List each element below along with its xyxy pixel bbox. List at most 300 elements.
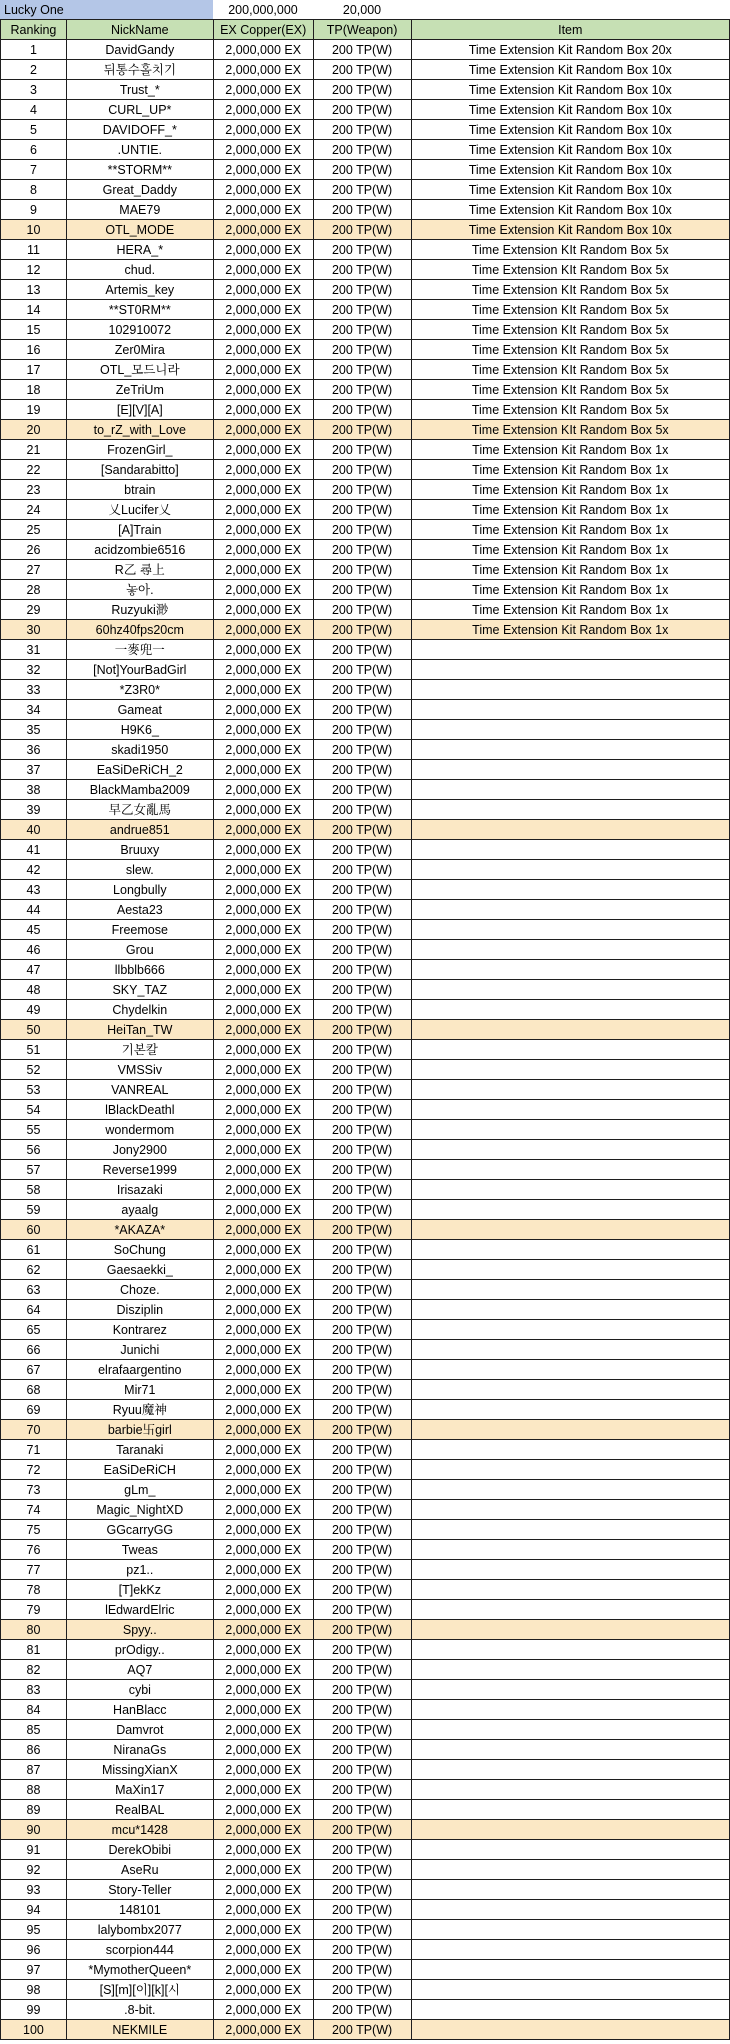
nickname-cell: 놓아. xyxy=(66,580,213,600)
ranking-cell: 52 xyxy=(1,1060,67,1080)
item-cell: Time Extension Kit Random Box 10x xyxy=(411,200,729,220)
lucky-one-row xyxy=(0,0,730,19)
tp-weapon-cell: 200 TP(W) xyxy=(313,700,411,720)
ex-copper-cell: 2,000,000 EX xyxy=(213,960,313,980)
ex-copper-cell: 2,000,000 EX xyxy=(213,800,313,820)
table-row xyxy=(1,520,730,540)
ex-copper-cell: 2,000,000 EX xyxy=(213,240,313,260)
tp-weapon-cell: 200 TP(W) xyxy=(313,1320,411,1340)
nickname-cell: Mir71 xyxy=(66,1380,213,1400)
table-row xyxy=(1,1780,730,1800)
ranking-cell: 82 xyxy=(1,1660,67,1680)
item-cell xyxy=(411,1520,729,1540)
tp-weapon-cell: 200 TP(W) xyxy=(313,1380,411,1400)
item-cell xyxy=(411,1420,729,1440)
nickname-cell: Longbully xyxy=(66,880,213,900)
ex-copper-cell: 2,000,000 EX xyxy=(213,860,313,880)
ex-copper-cell: 2,000,000 EX xyxy=(213,100,313,120)
ex-copper-cell: 2,000,000 EX xyxy=(213,1820,313,1840)
ranking-cell: 46 xyxy=(1,940,67,960)
item-cell xyxy=(411,1800,729,1820)
table-row xyxy=(1,160,730,180)
tp-weapon-cell: 200 TP(W) xyxy=(313,220,411,240)
table-row xyxy=(1,1220,730,1240)
ranking-cell: 28 xyxy=(1,580,67,600)
ranking-cell: 79 xyxy=(1,1600,67,1620)
table-row xyxy=(1,1700,730,1720)
nickname-cell: lBlackDeathl xyxy=(66,1100,213,1120)
table-row xyxy=(1,1480,730,1500)
header-item: Item xyxy=(411,20,729,40)
ranking-cell: 100 xyxy=(1,2020,67,2040)
ex-copper-cell: 2,000,000 EX xyxy=(213,1800,313,1820)
table-row xyxy=(1,540,730,560)
table-row xyxy=(1,700,730,720)
item-cell xyxy=(411,1120,729,1140)
table-row xyxy=(1,1120,730,1140)
ex-copper-cell: 2,000,000 EX xyxy=(213,1700,313,1720)
ex-copper-cell: 2,000,000 EX xyxy=(213,1300,313,1320)
item-cell: Time Extension KIt Random Box 5x xyxy=(411,260,729,280)
ex-copper-cell: 2,000,000 EX xyxy=(213,1500,313,1520)
ranking-cell: 99 xyxy=(1,2000,67,2020)
item-cell: Time Extension Kit Random Box 1x xyxy=(411,600,729,620)
item-cell: Time Extension Kit Random Box 1x xyxy=(411,460,729,480)
item-cell: Time Extension Kit Random Box 1x xyxy=(411,440,729,460)
ex-copper-cell: 2,000,000 EX xyxy=(213,1940,313,1960)
nickname-cell: DerekObibi xyxy=(66,1840,213,1860)
nickname-cell: Chydelkin xyxy=(66,1000,213,1020)
item-cell xyxy=(411,640,729,660)
item-cell xyxy=(411,840,729,860)
header-ranking: Ranking xyxy=(1,20,67,40)
ex-copper-cell: 2,000,000 EX xyxy=(213,1240,313,1260)
nickname-cell: DavidGandy xyxy=(66,40,213,60)
item-cell xyxy=(411,820,729,840)
ex-copper-cell: 2,000,000 EX xyxy=(213,600,313,620)
ex-copper-cell: 2,000,000 EX xyxy=(213,760,313,780)
table-row xyxy=(1,800,730,820)
nickname-cell: H9K6_ xyxy=(66,720,213,740)
table-row xyxy=(1,680,730,700)
table-row xyxy=(1,400,730,420)
nickname-cell: slew. xyxy=(66,860,213,880)
lucky-one-tp: 20,000 xyxy=(342,2,382,17)
table-row xyxy=(1,1880,730,1900)
table-row xyxy=(1,220,730,240)
ranking-cell: 45 xyxy=(1,920,67,940)
ex-copper-cell: 2,000,000 EX xyxy=(213,1900,313,1920)
ex-copper-cell: 2,000,000 EX xyxy=(213,2020,313,2040)
item-cell xyxy=(411,1300,729,1320)
ranking-cell: 20 xyxy=(1,420,67,440)
table-row xyxy=(1,1320,730,1340)
ranking-cell: 50 xyxy=(1,1020,67,1040)
item-cell xyxy=(411,1040,729,1060)
ex-copper-cell: 2,000,000 EX xyxy=(213,1540,313,1560)
nickname-cell: Aesta23 xyxy=(66,900,213,920)
ex-copper-cell: 2,000,000 EX xyxy=(213,440,313,460)
ranking-cell: 3 xyxy=(1,80,67,100)
nickname-cell: MaXin17 xyxy=(66,1780,213,1800)
ex-copper-cell: 2,000,000 EX xyxy=(213,2000,313,2020)
ex-copper-cell: 2,000,000 EX xyxy=(213,1380,313,1400)
nickname-cell: barbie卐girl xyxy=(66,1420,213,1440)
tp-weapon-cell: 200 TP(W) xyxy=(313,120,411,140)
ranking-cell: 24 xyxy=(1,500,67,520)
nickname-cell: Ryuu魔神 xyxy=(66,1400,213,1420)
tp-weapon-cell: 200 TP(W) xyxy=(313,940,411,960)
ex-copper-cell: 2,000,000 EX xyxy=(213,1160,313,1180)
item-cell: Time Extension KIt Random Box 5x xyxy=(411,360,729,380)
ranking-cell: 73 xyxy=(1,1480,67,1500)
ranking-cell: 70 xyxy=(1,1420,67,1440)
table-row xyxy=(1,180,730,200)
ex-copper-cell: 2,000,000 EX xyxy=(213,680,313,700)
table-row xyxy=(1,1020,730,1040)
ex-copper-cell: 2,000,000 EX xyxy=(213,180,313,200)
ex-copper-cell: 2,000,000 EX xyxy=(213,560,313,580)
item-cell xyxy=(411,1780,729,1800)
tp-weapon-cell: 200 TP(W) xyxy=(313,680,411,700)
nickname-cell: Damvrot xyxy=(66,1720,213,1740)
table-row xyxy=(1,100,730,120)
nickname-cell: [Sandarabitto] xyxy=(66,460,213,480)
ex-copper-cell: 2,000,000 EX xyxy=(213,140,313,160)
table-row xyxy=(1,1360,730,1380)
item-cell xyxy=(411,880,729,900)
tp-weapon-cell: 200 TP(W) xyxy=(313,300,411,320)
ranking-cell: 6 xyxy=(1,140,67,160)
ranking-cell: 92 xyxy=(1,1860,67,1880)
nickname-cell: HERA_* xyxy=(66,240,213,260)
ranking-cell: 67 xyxy=(1,1360,67,1380)
nickname-cell: pz1.. xyxy=(66,1560,213,1580)
ranking-cell: 75 xyxy=(1,1520,67,1540)
nickname-cell: prOdigy.. xyxy=(66,1640,213,1660)
table-row xyxy=(1,1800,730,1820)
nickname-cell: 乂Lucifer乂 xyxy=(66,500,213,520)
ranking-cell: 96 xyxy=(1,1940,67,1960)
tp-weapon-cell: 200 TP(W) xyxy=(313,1100,411,1120)
tp-weapon-cell: 200 TP(W) xyxy=(313,960,411,980)
table-row xyxy=(1,1200,730,1220)
table-row xyxy=(1,360,730,380)
table-row xyxy=(1,1740,730,1760)
nickname-cell: to_rZ_with_Love xyxy=(66,420,213,440)
ranking-cell: 80 xyxy=(1,1620,67,1640)
tp-weapon-cell: 200 TP(W) xyxy=(313,2020,411,2040)
item-cell xyxy=(411,1240,729,1260)
table-row xyxy=(1,480,730,500)
nickname-cell: BlackMamba2009 xyxy=(66,780,213,800)
table-row xyxy=(1,1380,730,1400)
ranking-cell: 36 xyxy=(1,740,67,760)
tp-weapon-cell: 200 TP(W) xyxy=(313,280,411,300)
ranking-cell: 85 xyxy=(1,1720,67,1740)
item-cell xyxy=(411,1500,729,1520)
ex-copper-cell: 2,000,000 EX xyxy=(213,1880,313,1900)
nickname-cell: *MymotherQueen* xyxy=(66,1960,213,1980)
tp-weapon-cell: 200 TP(W) xyxy=(313,780,411,800)
table-row xyxy=(1,1720,730,1740)
item-cell xyxy=(411,760,729,780)
tp-weapon-cell: 200 TP(W) xyxy=(313,1440,411,1460)
tp-weapon-cell: 200 TP(W) xyxy=(313,360,411,380)
ranking-cell: 40 xyxy=(1,820,67,840)
item-cell: Time Extension KIt Random Box 5x xyxy=(411,320,729,340)
tp-weapon-cell: 200 TP(W) xyxy=(313,260,411,280)
table-row xyxy=(1,1900,730,1920)
tp-weapon-cell: 200 TP(W) xyxy=(313,800,411,820)
tp-weapon-cell: 200 TP(W) xyxy=(313,1900,411,1920)
ranking-cell: 37 xyxy=(1,760,67,780)
tp-weapon-cell: 200 TP(W) xyxy=(313,1540,411,1560)
ranking-cell: 97 xyxy=(1,1960,67,1980)
tp-weapon-cell: 200 TP(W) xyxy=(313,1780,411,1800)
table-row xyxy=(1,420,730,440)
table-row xyxy=(1,1580,730,1600)
nickname-cell: 60hz40fps20cm xyxy=(66,620,213,640)
table-row xyxy=(1,740,730,760)
ranking-cell: 87 xyxy=(1,1760,67,1780)
table-row xyxy=(1,1960,730,1980)
ranking-cell: 68 xyxy=(1,1380,67,1400)
ranking-cell: 71 xyxy=(1,1440,67,1460)
ranking-cell: 19 xyxy=(1,400,67,420)
ranking-cell: 88 xyxy=(1,1780,67,1800)
tp-weapon-cell: 200 TP(W) xyxy=(313,720,411,740)
ranking-cell: 56 xyxy=(1,1140,67,1160)
ex-copper-cell: 2,000,000 EX xyxy=(213,1120,313,1140)
ex-copper-cell: 2,000,000 EX xyxy=(213,580,313,600)
ranking-cell: 43 xyxy=(1,880,67,900)
item-cell: Time Extension Kit Random Box 10x xyxy=(411,120,729,140)
ex-copper-cell: 2,000,000 EX xyxy=(213,940,313,960)
ex-copper-cell: 2,000,000 EX xyxy=(213,300,313,320)
ranking-cell: 31 xyxy=(1,640,67,660)
item-cell xyxy=(411,740,729,760)
item-cell xyxy=(411,1020,729,1040)
nickname-cell: Tweas xyxy=(66,1540,213,1560)
ex-copper-cell: 2,000,000 EX xyxy=(213,1640,313,1660)
table-row xyxy=(1,1160,730,1180)
ranking-cell: 90 xyxy=(1,1820,67,1840)
nickname-cell: AQ7 xyxy=(66,1660,213,1680)
lucky-one-empty xyxy=(411,0,730,19)
table-row xyxy=(1,1300,730,1320)
item-cell: Time Extension Kit Random Box 1x xyxy=(411,560,729,580)
ex-copper-cell: 2,000,000 EX xyxy=(213,980,313,1000)
ranking-cell: 12 xyxy=(1,260,67,280)
ex-copper-cell: 2,000,000 EX xyxy=(213,1060,313,1080)
table-row xyxy=(1,980,730,1000)
ranking-cell: 81 xyxy=(1,1640,67,1660)
ranking-cell: 77 xyxy=(1,1560,67,1580)
tp-weapon-cell: 200 TP(W) xyxy=(313,1940,411,1960)
item-cell: Time Extension Kit Random Box 10x xyxy=(411,160,729,180)
ex-copper-cell: 2,000,000 EX xyxy=(213,120,313,140)
ex-copper-cell: 2,000,000 EX xyxy=(213,400,313,420)
nickname-cell: mcu*1428 xyxy=(66,1820,213,1840)
item-cell xyxy=(411,1840,729,1860)
nickname-cell: Freemose xyxy=(66,920,213,940)
ex-copper-cell: 2,000,000 EX xyxy=(213,880,313,900)
ranking-cell: 8 xyxy=(1,180,67,200)
table-row xyxy=(1,1760,730,1780)
item-cell xyxy=(411,1960,729,1980)
nickname-cell: lEdwardElric xyxy=(66,1600,213,1620)
item-cell: Time Extension Kit Random Box 1x xyxy=(411,480,729,500)
table-row xyxy=(1,940,730,960)
ranking-cell: 78 xyxy=(1,1580,67,1600)
tp-weapon-cell: 200 TP(W) xyxy=(313,900,411,920)
ranking-cell: 32 xyxy=(1,660,67,680)
item-cell xyxy=(411,1620,729,1640)
item-cell xyxy=(411,1400,729,1420)
nickname-cell: CURL_UP* xyxy=(66,100,213,120)
tp-weapon-cell: 200 TP(W) xyxy=(313,1280,411,1300)
tp-weapon-cell: 200 TP(W) xyxy=(313,180,411,200)
nickname-cell: Story-Teller xyxy=(66,1880,213,1900)
tp-weapon-cell: 200 TP(W) xyxy=(313,1620,411,1640)
tp-weapon-cell: 200 TP(W) xyxy=(313,1500,411,1520)
table-row xyxy=(1,1440,730,1460)
nickname-cell: Grou xyxy=(66,940,213,960)
table-row xyxy=(1,1080,730,1100)
item-cell xyxy=(411,1440,729,1460)
tp-weapon-cell: 200 TP(W) xyxy=(313,1560,411,1580)
tp-weapon-cell: 200 TP(W) xyxy=(313,1460,411,1480)
item-cell xyxy=(411,1980,729,2000)
item-cell xyxy=(411,1640,729,1660)
ex-copper-cell: 2,000,000 EX xyxy=(213,900,313,920)
tp-weapon-cell: 200 TP(W) xyxy=(313,1160,411,1180)
nickname-cell: .8-bit. xyxy=(66,2000,213,2020)
table-row xyxy=(1,1640,730,1660)
item-cell: Time Extension KIt Random Box 5x xyxy=(411,300,729,320)
tp-weapon-cell: 200 TP(W) xyxy=(313,1140,411,1160)
ranking-cell: 13 xyxy=(1,280,67,300)
item-cell xyxy=(411,1280,729,1300)
nickname-cell: scorpion444 xyxy=(66,1940,213,1960)
ex-copper-cell: 2,000,000 EX xyxy=(213,420,313,440)
ranking-cell: 51 xyxy=(1,1040,67,1060)
table-row xyxy=(1,720,730,740)
table-row xyxy=(1,1060,730,1080)
ex-copper-cell: 2,000,000 EX xyxy=(213,1480,313,1500)
tp-weapon-cell: 200 TP(W) xyxy=(313,1420,411,1440)
table-row xyxy=(1,1820,730,1840)
tp-weapon-cell: 200 TP(W) xyxy=(313,1840,411,1860)
ranking-cell: 84 xyxy=(1,1700,67,1720)
item-cell xyxy=(411,860,729,880)
tp-weapon-cell: 200 TP(W) xyxy=(313,380,411,400)
tp-weapon-cell: 200 TP(W) xyxy=(313,1060,411,1080)
item-cell: Time Extension Kit Random Box 1x xyxy=(411,540,729,560)
ranking-cell: 47 xyxy=(1,960,67,980)
nickname-cell: chud. xyxy=(66,260,213,280)
table-row xyxy=(1,1040,730,1060)
tp-weapon-cell: 200 TP(W) xyxy=(313,160,411,180)
table-row xyxy=(1,300,730,320)
ranking-cell: 17 xyxy=(1,360,67,380)
tp-weapon-cell: 200 TP(W) xyxy=(313,1080,411,1100)
table-row xyxy=(1,1500,730,1520)
tp-weapon-cell: 200 TP(W) xyxy=(313,400,411,420)
ex-copper-cell: 2,000,000 EX xyxy=(213,200,313,220)
item-cell xyxy=(411,1060,729,1080)
table-row xyxy=(1,80,730,100)
nickname-cell: Zer0Mira xyxy=(66,340,213,360)
nickname-cell: [T]ekKz xyxy=(66,1580,213,1600)
item-cell xyxy=(411,1820,729,1840)
tp-weapon-cell: 200 TP(W) xyxy=(313,520,411,540)
item-cell xyxy=(411,1560,729,1580)
ex-copper-cell: 2,000,000 EX xyxy=(213,60,313,80)
tp-weapon-cell: 200 TP(W) xyxy=(313,640,411,660)
item-cell xyxy=(411,1320,729,1340)
tp-weapon-cell: 200 TP(W) xyxy=(313,480,411,500)
ex-copper-cell: 2,000,000 EX xyxy=(213,1220,313,1240)
ex-copper-cell: 2,000,000 EX xyxy=(213,1840,313,1860)
ex-copper-cell: 2,000,000 EX xyxy=(213,700,313,720)
tp-weapon-cell: 200 TP(W) xyxy=(313,1860,411,1880)
table-row xyxy=(1,40,730,60)
table-row xyxy=(1,920,730,940)
tp-weapon-cell: 200 TP(W) xyxy=(313,980,411,1000)
item-cell xyxy=(411,2020,729,2040)
nickname-cell: GGcarryGG xyxy=(66,1520,213,1540)
item-cell xyxy=(411,1660,729,1680)
ex-copper-cell: 2,000,000 EX xyxy=(213,1680,313,1700)
tp-weapon-cell: 200 TP(W) xyxy=(313,460,411,480)
nickname-cell: Magic_NightXD xyxy=(66,1500,213,1520)
table-row xyxy=(1,780,730,800)
tp-weapon-cell: 200 TP(W) xyxy=(313,840,411,860)
item-cell xyxy=(411,1200,729,1220)
tp-weapon-cell: 200 TP(W) xyxy=(313,1340,411,1360)
table-row xyxy=(1,1000,730,1020)
nickname-cell: acidzombie6516 xyxy=(66,540,213,560)
table-row xyxy=(1,1460,730,1480)
table-row xyxy=(1,620,730,640)
ranking-cell: 7 xyxy=(1,160,67,180)
tp-weapon-cell: 200 TP(W) xyxy=(313,1580,411,1600)
ex-copper-cell: 2,000,000 EX xyxy=(213,1020,313,1040)
nickname-cell: Trust_* xyxy=(66,80,213,100)
item-cell xyxy=(411,1100,729,1120)
ex-copper-cell: 2,000,000 EX xyxy=(213,220,313,240)
item-cell xyxy=(411,1460,729,1480)
item-cell xyxy=(411,1080,729,1100)
tp-weapon-cell: 200 TP(W) xyxy=(313,1220,411,1240)
tp-weapon-cell: 200 TP(W) xyxy=(313,880,411,900)
ex-copper-cell: 2,000,000 EX xyxy=(213,1440,313,1460)
ex-copper-cell: 2,000,000 EX xyxy=(213,1260,313,1280)
table-row xyxy=(1,1520,730,1540)
tp-weapon-cell: 200 TP(W) xyxy=(313,320,411,340)
nickname-cell: SKY_TAZ xyxy=(66,980,213,1000)
nickname-cell: wondermom xyxy=(66,1120,213,1140)
tp-weapon-cell: 200 TP(W) xyxy=(313,580,411,600)
table-row xyxy=(1,260,730,280)
ex-copper-cell: 2,000,000 EX xyxy=(213,380,313,400)
item-cell xyxy=(411,1900,729,1920)
tp-weapon-cell: 200 TP(W) xyxy=(313,440,411,460)
item-cell xyxy=(411,1160,729,1180)
ranking-cell: 64 xyxy=(1,1300,67,1320)
